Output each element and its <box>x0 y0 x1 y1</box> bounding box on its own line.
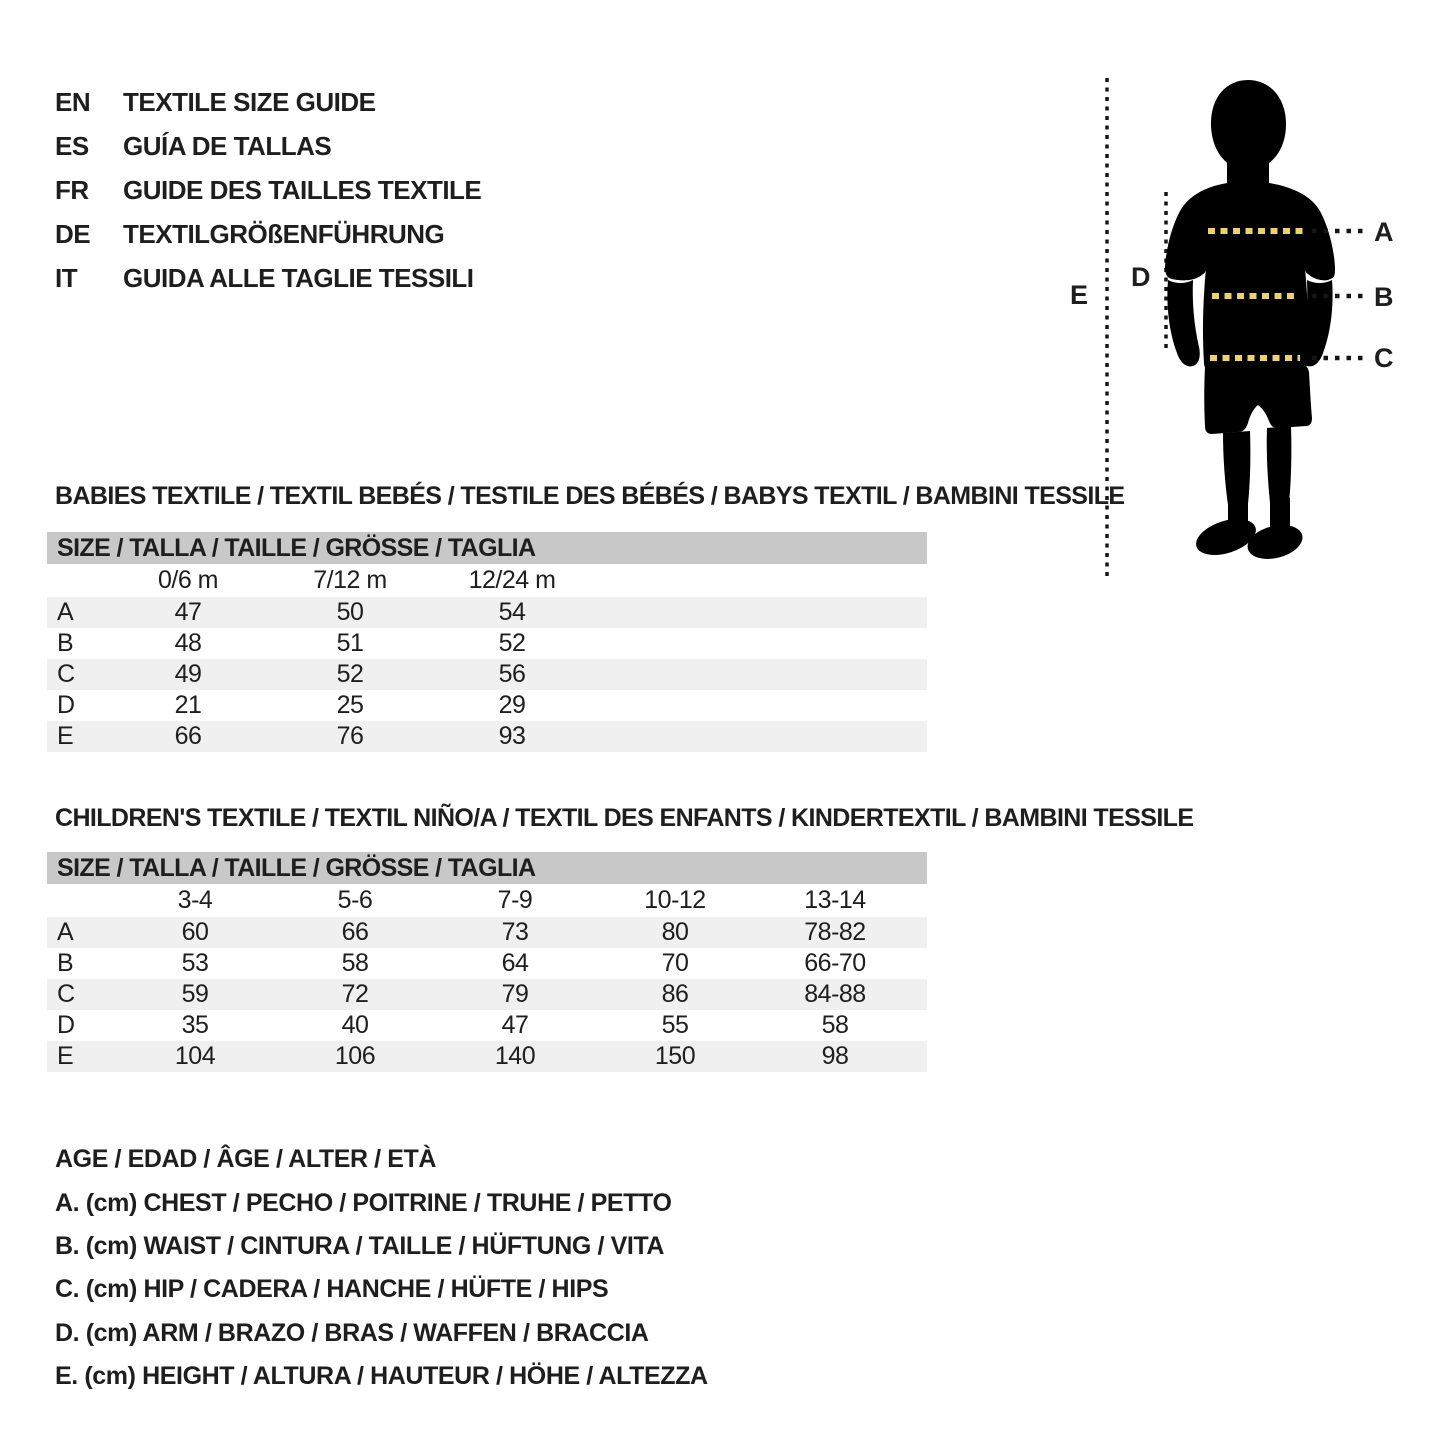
lang-code: FR <box>55 174 89 205</box>
cell: 86 <box>661 980 689 1008</box>
row-label: D <box>57 691 75 719</box>
lang-code: DE <box>55 218 91 249</box>
cell: 51 <box>336 629 364 657</box>
lang-row-fr <box>55 168 481 212</box>
children-column-header-row <box>47 884 927 917</box>
babies-size-header-bar <box>47 532 927 564</box>
cell: 98 <box>821 1042 849 1070</box>
babies-column-header-row <box>47 564 927 597</box>
cell: 47 <box>174 598 202 626</box>
table-row-c <box>47 659 927 690</box>
row-label: E <box>57 722 74 750</box>
table-row-d <box>47 690 927 721</box>
cell: 78-82 <box>804 918 866 946</box>
row-label: D <box>57 1011 75 1039</box>
cell: 21 <box>174 691 202 719</box>
cell: 72 <box>341 980 369 1008</box>
guide-title-es: GUÍA DE TALLAS <box>123 130 332 161</box>
cell: 55 <box>661 1011 689 1039</box>
cell: 25 <box>336 691 364 719</box>
children-size-header-label: SIZE / TALLA / TAILLE / GRÖSSE / TAGLIA <box>57 853 536 882</box>
legend-chest-a: A. (cm) CHEST / PECHO / POITRINE / TRUHE / PETTO <box>55 1188 672 1217</box>
column-header: 12/24 m <box>468 566 556 594</box>
column-header: 13-14 <box>804 886 866 914</box>
table-row-e <box>47 1041 927 1072</box>
language-header <box>55 80 481 300</box>
cell: 50 <box>336 598 364 626</box>
lang-code: EN <box>55 86 91 117</box>
cell: 106 <box>334 1042 376 1070</box>
table-row-b <box>47 628 927 659</box>
legend-height-e: E. (cm) HEIGHT / ALTURA / HAUTEUR / HÖHE / ALTEZZA <box>55 1362 708 1391</box>
cell: 80 <box>661 918 689 946</box>
child-silhouette <box>1165 80 1335 564</box>
babies-table <box>47 564 927 752</box>
cell: 58 <box>341 949 369 977</box>
figure-label-waist-b: B <box>1374 282 1394 312</box>
legend-waist-b: B. (cm) WAIST / CINTURA / TAILLE / HÜFTUNG / VITA <box>55 1231 665 1260</box>
cell: 84-88 <box>804 980 866 1008</box>
figure-label-arm-d: D <box>1131 262 1151 292</box>
table-row-a <box>47 597 927 628</box>
cell: 52 <box>498 629 526 657</box>
row-label: A <box>57 918 74 946</box>
cell: 49 <box>174 660 202 688</box>
cell: 140 <box>494 1042 536 1070</box>
children-section-title: CHILDREN'S TEXTILE / TEXTIL NIÑO/A / TEXTIL DES ENFANTS / KINDERTEXTIL / BAMBINI TESSILE <box>55 804 1194 832</box>
row-label: B <box>57 949 74 977</box>
guide-title-it: GUIDA ALLE TAGLIE TESSILI <box>123 262 474 293</box>
cell: 64 <box>501 949 529 977</box>
table-row-d <box>47 1010 927 1041</box>
babies-section-title: BABIES TEXTILE / TEXTIL BEBÉS / TESTILE DES BÉBÉS / BABYS TEXTIL / BAMBINI TESSILE <box>55 482 1125 510</box>
row-label: C <box>57 980 75 1008</box>
cell: 48 <box>174 629 202 657</box>
lang-row-es <box>55 124 481 168</box>
measurement-figure <box>1050 60 1445 600</box>
cell: 54 <box>498 598 526 626</box>
cell: 66-70 <box>804 949 866 977</box>
lang-code: IT <box>55 262 78 293</box>
cell: 70 <box>661 949 689 977</box>
column-header: 5-6 <box>337 886 373 914</box>
lang-row-de <box>55 212 481 256</box>
cell: 66 <box>341 918 369 946</box>
cell: 35 <box>181 1011 209 1039</box>
cell: 66 <box>174 722 202 750</box>
figure-label-height-e: E <box>1070 280 1089 310</box>
cell: 29 <box>498 691 526 719</box>
measurement-legend <box>55 1138 708 1398</box>
row-label: C <box>57 660 75 688</box>
column-header: 3-4 <box>177 886 213 914</box>
cell: 53 <box>181 949 209 977</box>
lang-code: ES <box>55 130 89 161</box>
row-label: B <box>57 629 74 657</box>
legend-arm-d: D. (cm) ARM / BRAZO / BRAS / WAFFEN / BRACCIA <box>55 1318 649 1347</box>
column-header: 7-9 <box>497 886 533 914</box>
guide-title-fr: GUIDE DES TAILLES TEXTILE <box>123 174 482 205</box>
cell: 56 <box>498 660 526 688</box>
table-row-e <box>47 721 927 752</box>
children-table <box>47 884 927 1072</box>
lang-row-it <box>55 256 481 300</box>
children-size-header-bar <box>47 852 927 884</box>
table-row-a <box>47 917 927 948</box>
table-row-c <box>47 979 927 1010</box>
figure-label-chest-a: A <box>1374 217 1394 247</box>
babies-size-header-label: SIZE / TALLA / TAILLE / GRÖSSE / TAGLIA <box>57 533 536 562</box>
cell: 76 <box>336 722 364 750</box>
cell: 104 <box>174 1042 216 1070</box>
cell: 59 <box>181 980 209 1008</box>
cell: 47 <box>501 1011 529 1039</box>
guide-title-en: TEXTILE SIZE GUIDE <box>123 86 376 117</box>
column-header: 0/6 m <box>157 566 219 594</box>
figure-label-hip-c: C <box>1374 343 1394 373</box>
column-header: 7/12 m <box>313 566 387 594</box>
column-header: 10-12 <box>644 886 706 914</box>
legend-hip-c: C. (cm) HIP / CADERA / HANCHE / HÜFTE / HIPS <box>55 1275 609 1304</box>
cell: 150 <box>654 1042 696 1070</box>
child-silhouette-graphic <box>1050 60 1445 600</box>
lang-row-en <box>55 80 481 124</box>
row-label: E <box>57 1042 74 1070</box>
row-label: A <box>57 598 74 626</box>
cell: 52 <box>336 660 364 688</box>
legend-age: AGE / EDAD / ÂGE / ALTER / ETÀ <box>55 1145 437 1174</box>
cell: 60 <box>181 918 209 946</box>
cell: 79 <box>501 980 529 1008</box>
cell: 40 <box>341 1011 369 1039</box>
table-row-b <box>47 948 927 979</box>
cell: 58 <box>821 1011 849 1039</box>
cell: 73 <box>501 918 529 946</box>
cell: 93 <box>498 722 526 750</box>
guide-title-de: TEXTILGRÖßENFÜHRUNG <box>123 218 445 249</box>
